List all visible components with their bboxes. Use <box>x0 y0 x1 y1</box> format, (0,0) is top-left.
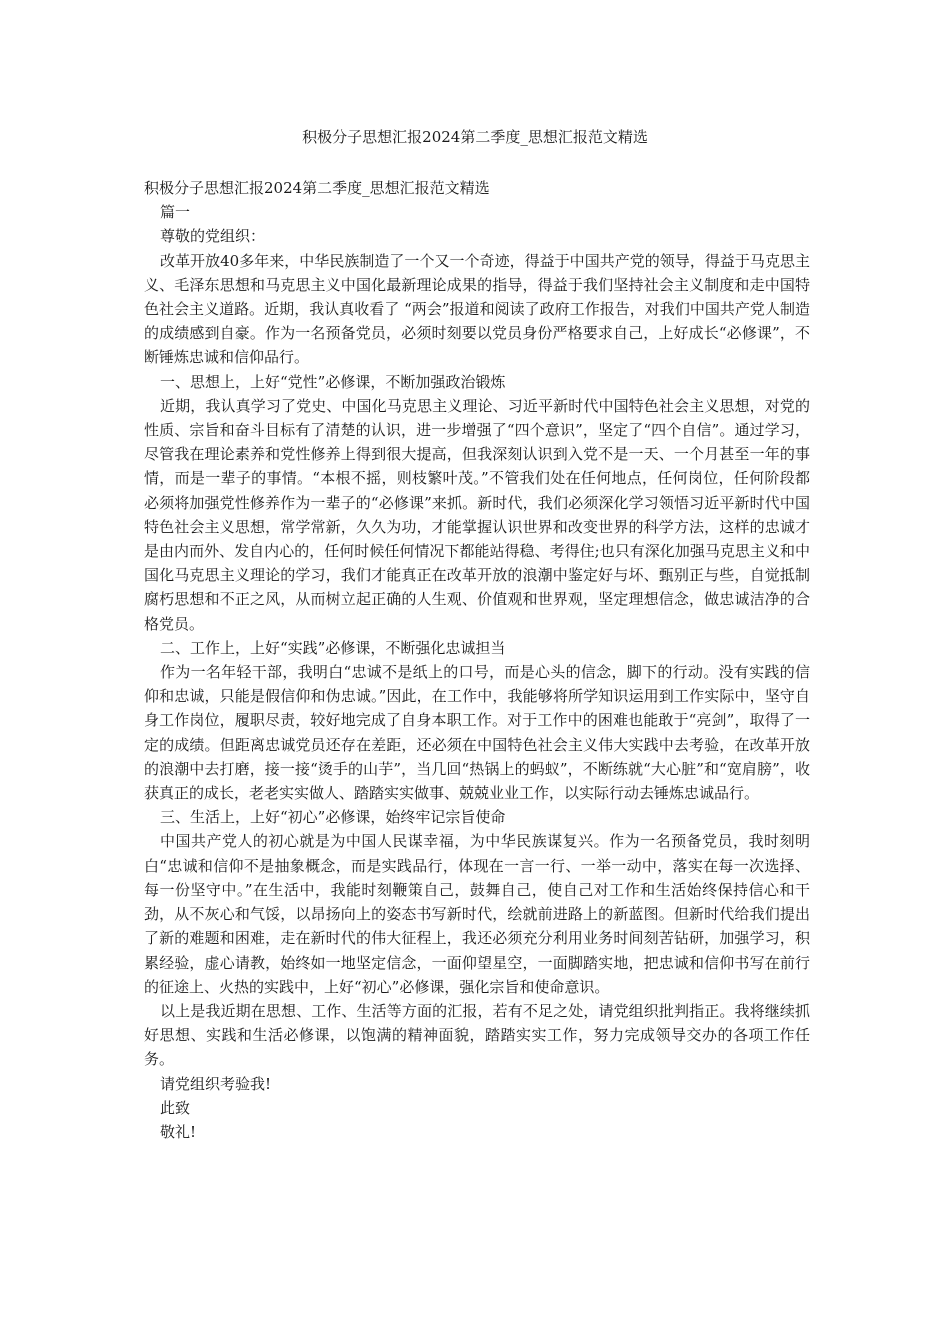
body-paragraph: 近期，我认真学习了党史、中国化马克思主义理论、习近平新时代中国特色社会主义思想，对党的性质、宗旨和奋斗目标有了清楚的认识，进一步增强了“四个意识”，坚定了“四个自信”。通过学习，尽管我在理论素养和党性修养上得到很大提高，但我深刻认识到入党不是一天、一个月甚至一年的事情，而是一辈子的事情。“本根不摇，则枝繁叶茂。”不管我们处在任何地点，任何岗位，任何阶段都必须将加强党性修养作为一辈子的“必修课”来抓。新时代，我们必须深化学习领悟习近平新时代中国特色社会主义思想，常学常新，久久为功，才能掌握认识世界和改变世界的科学方法，这样的忠诚才是由内而外、发自内心的，任何时候任何情况下都能站得稳、考得住;也只有深化加强马克思主义和中国化马克思主义理论的学习，我们才能真正在改革开放的浪潮中鉴定好与坏、甄别正与些，自觉抵制腐朽思想和不正之风，从而树立起正确的人生观、价值观和世界观，坚定理想信念，做忠诚洁净的合格党员。 <box>144 396 810 633</box>
body-paragraph: 作为一名年轻干部，我明白“忠诚不是纸上的口号，而是心头的信念，脚下的行动。没有实践的信仰和忠诚，只能是假信仰和伪忠诚。”因此，在工作中，我能够将所学知识运用到工作实际中，坚守自身工作岗位，履职尽责，较好地完成了自身本职工作。对于工作中的困难也能敢于“亮剑”，取得了一定的成绩。但距离忠诚党员还存在差距，还必须在中国特色社会主义伟大实践中去考验，在改革开放的浪潮中去打磨，接一接“烫手的山芋”，当几回“热锅上的蚂蚁”，不断练就“大心脏”和“宽肩膀”，收获真正的成长，老老实实做人、踏踏实实做事、兢兢业业工作，以实际行动去锤炼忠诚品行。 <box>144 663 810 803</box>
body-paragraph: 一、思想上，上好“党性”必修课，不断加强政治锻炼 <box>160 372 506 391</box>
body-paragraph: 请党组织考验我! <box>160 1074 272 1093</box>
document-body <box>144 176 810 1144</box>
body-paragraph: 中国共产党人的初心就是为中国人民谋幸福，为中华民族谋复兴。作为一名预备党员，我时刻明白“忠诚和信仰不是抽象概念，而是实践品行，体现在一言一行、一举一动中，落实在每一次选择、每一份坚守中。”在生活中，我能时刻鞭策自己，鼓舞自己，使自己对工作和生活始终保持信心和干劲，从不灰心和气馁，以昂扬向上的姿态书写新时代，绘就前进路上的新蓝图。但新时代给我们提出了新的难题和困难，走在新时代的伟大征程上，我还必须充分利用业务时间刻苦钻研，加强学习，积累经验，虚心请教，始终如一地坚定信念，一面仰望星空，一面脚踏实地，把忠诚和信仰书写在前行的征途上、火热的实践中，上好“初心”必修课，强化宗旨和使命意识。 <box>144 832 810 996</box>
body-paragraph: 此致 <box>160 1098 191 1117</box>
body-paragraph: 篇一 <box>160 203 191 222</box>
body-paragraph: 二、工作上，上好“实践”必修课，不断强化忠诚担当 <box>160 638 506 657</box>
body-paragraph: 以上是我近期在思想、工作、生活等方面的汇报，若有不足之处，请党组织批判指正。我将继续抓好思想、实践和生活必修课，以饱满的精神面貌，踏踏实实工作，努力完成领导交办的各项工作任务。 <box>144 1001 810 1069</box>
body-paragraph: 积极分子思想汇报2024第二季度_思想汇报范文精选 <box>144 179 490 197</box>
body-paragraph: 尊敬的党组织： <box>160 227 266 246</box>
body-paragraph: 改革开放40多年来，中华民族制造了一个又一个奇迹，得益于中国共产党的领导，得益于马克思主义、毛泽东思想和马克思主义中国化最新理论成果的指导，得益于我们坚持社会主义制度和走中国特色社会主义道路。近期，我认真收看了 “两会”报道和阅读了政府工作报告，对我们中国共产党人制造的成绩感到自豪。作为一名预备党员，必须时刻要以党员身份严格要求自己，上好成长“必修课”，不断锤炼忠诚和信仰品行。 <box>144 251 810 367</box>
document-title: 积极分子思想汇报2024第二季度_思想汇报范文精选 <box>302 128 648 146</box>
body-paragraph: 敬礼! <box>160 1122 197 1141</box>
body-paragraph: 三、生活上，上好“初心”必修课，始终牢记宗旨使命 <box>160 808 506 827</box>
